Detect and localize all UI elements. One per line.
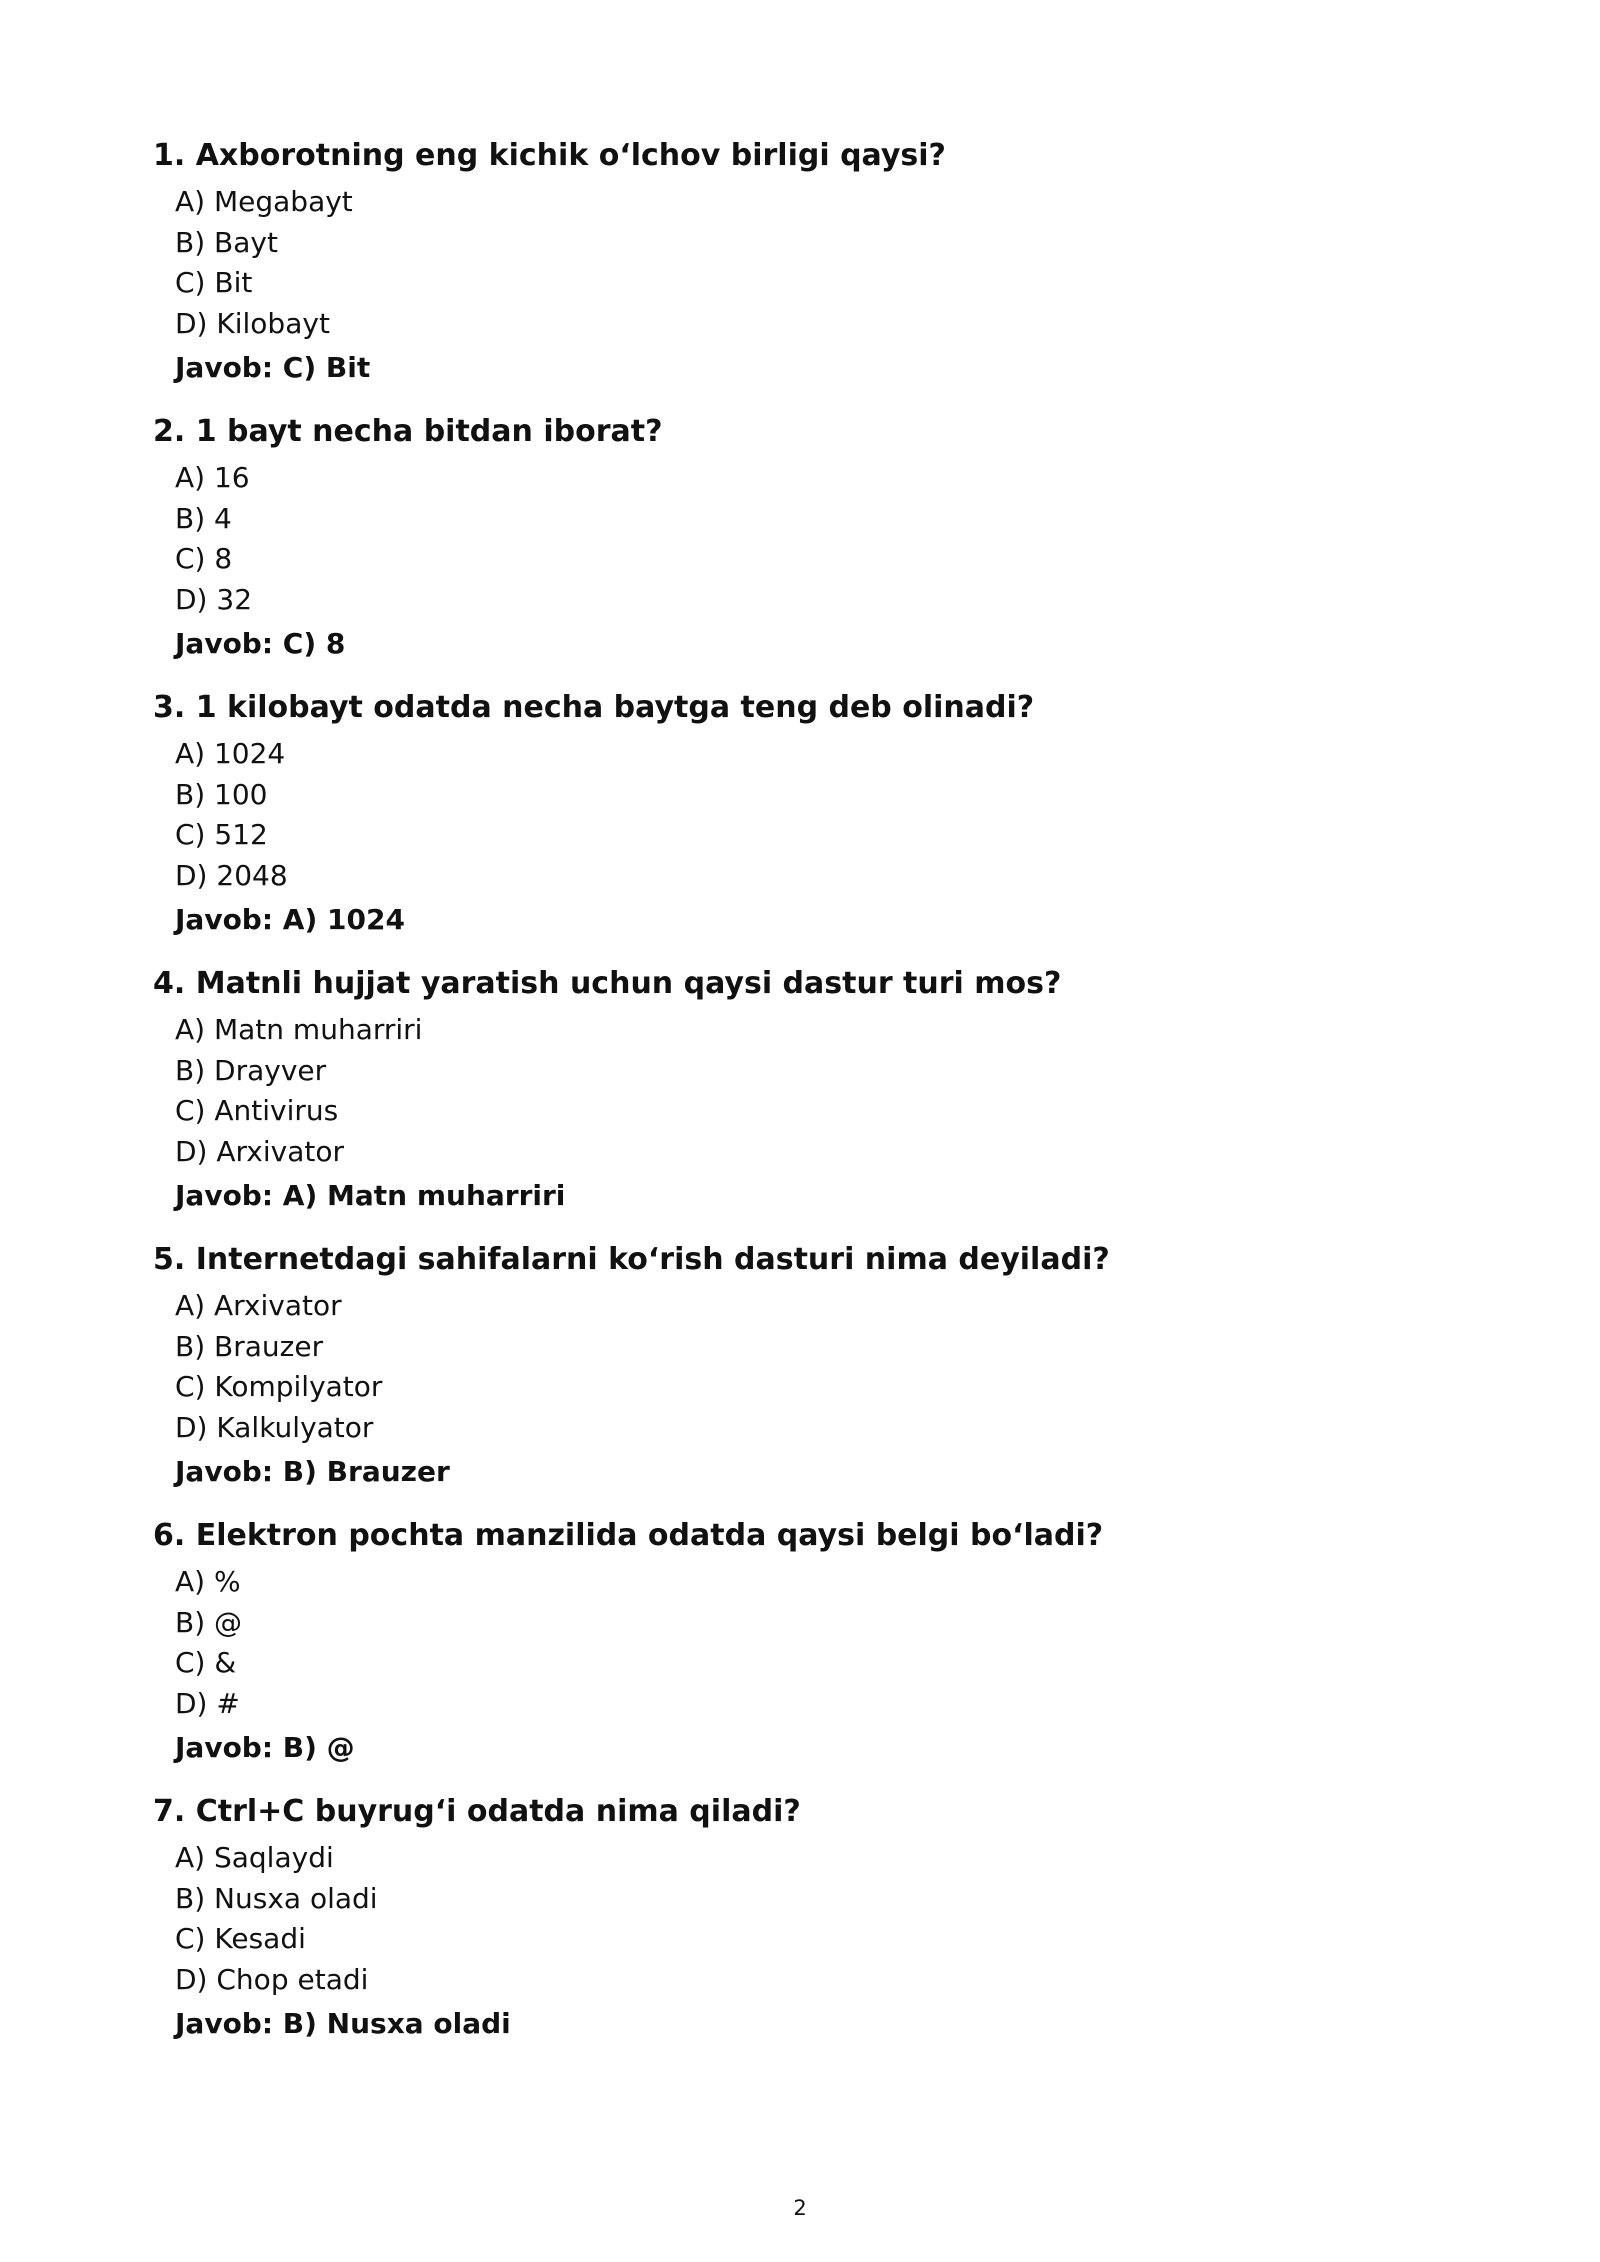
option-list	[175, 458, 1453, 620]
option-c: C) Bit	[175, 266, 253, 299]
question-block	[153, 134, 1453, 410]
option-b: B) Drayver	[175, 1053, 327, 1087]
option-list	[175, 734, 1453, 896]
question-block	[153, 410, 1453, 686]
answer-line: Javob: A) 1024	[175, 903, 405, 936]
option-c: C) Kompilyator	[175, 1370, 383, 1403]
question-title: 7. Ctrl+C buyrug‘i odatda nima qiladi?	[153, 1794, 801, 1829]
option-list	[175, 182, 1453, 344]
answer-line: Javob: B) Nusxa oladi	[175, 2007, 511, 2040]
option-a: A) Megabayt	[175, 185, 353, 218]
option-list	[175, 1286, 1453, 1448]
option-d: D) Kilobayt	[175, 306, 330, 340]
option-d: D) Chop etadi	[175, 1962, 369, 1996]
option-a: A) Saqlaydi	[175, 1841, 334, 1874]
option-b: B) @	[175, 1605, 243, 1639]
option-d: D) #	[175, 1686, 240, 1720]
question-title: 5. Internetdagi sahifalarni ko‘rish dasturi nima deyiladi?	[153, 1242, 1110, 1277]
answer-line: Javob: B) @	[175, 1731, 355, 1764]
option-c: C) Antivirus	[175, 1094, 339, 1127]
option-a: A) Matn muharriri	[175, 1013, 423, 1046]
option-c: C) 8	[175, 542, 233, 575]
question-block	[153, 1790, 1453, 2066]
page-number: 2	[793, 2196, 807, 2220]
question-block	[153, 686, 1453, 962]
option-d: D) 32	[175, 582, 253, 616]
question-list	[153, 134, 1453, 2066]
option-b: B) Nusxa oladi	[175, 1881, 378, 1915]
option-list	[175, 1562, 1453, 1724]
question-title: 3. 1 kilobayt odatda necha baytga teng deb olinadi?	[153, 690, 1035, 725]
answer-line: Javob: A) Matn muharriri	[175, 1179, 566, 1212]
option-c: C) &	[175, 1646, 237, 1679]
question-title: 2. 1 bayt necha bitdan iborat?	[153, 414, 663, 449]
answer-line: Javob: C) 8	[175, 627, 346, 660]
answer-line: Javob: B) Brauzer	[175, 1455, 450, 1488]
option-list	[175, 1010, 1453, 1172]
option-a: A) Arxivator	[175, 1289, 342, 1322]
option-c: C) 512	[175, 818, 268, 851]
question-title: 4. Matnli hujjat yaratish uchun qaysi dastur turi mos?	[153, 966, 1062, 1001]
option-list	[175, 1838, 1453, 2000]
option-d: D) Arxivator	[175, 1134, 344, 1168]
question-title: 1. Axborotning eng kichik o‘lchov birligi qaysi?	[153, 138, 946, 173]
question-block	[153, 962, 1453, 1238]
option-a: A) %	[175, 1565, 241, 1598]
option-d: D) 2048	[175, 858, 288, 892]
answer-line: Javob: C) Bit	[175, 351, 371, 384]
question-title: 6. Elektron pochta manzilida odatda qaysi belgi bo‘ladi?	[153, 1518, 1104, 1553]
option-a: A) 1024	[175, 737, 286, 770]
question-block	[153, 1238, 1453, 1514]
option-b: B) 4	[175, 501, 232, 535]
option-c: C) Kesadi	[175, 1922, 306, 1955]
option-a: A) 16	[175, 461, 250, 494]
question-block	[153, 1514, 1453, 1790]
option-d: D) Kalkulyator	[175, 1410, 374, 1444]
option-b: B) Brauzer	[175, 1329, 324, 1363]
option-b: B) Bayt	[175, 225, 278, 259]
option-b: B) 100	[175, 777, 268, 811]
